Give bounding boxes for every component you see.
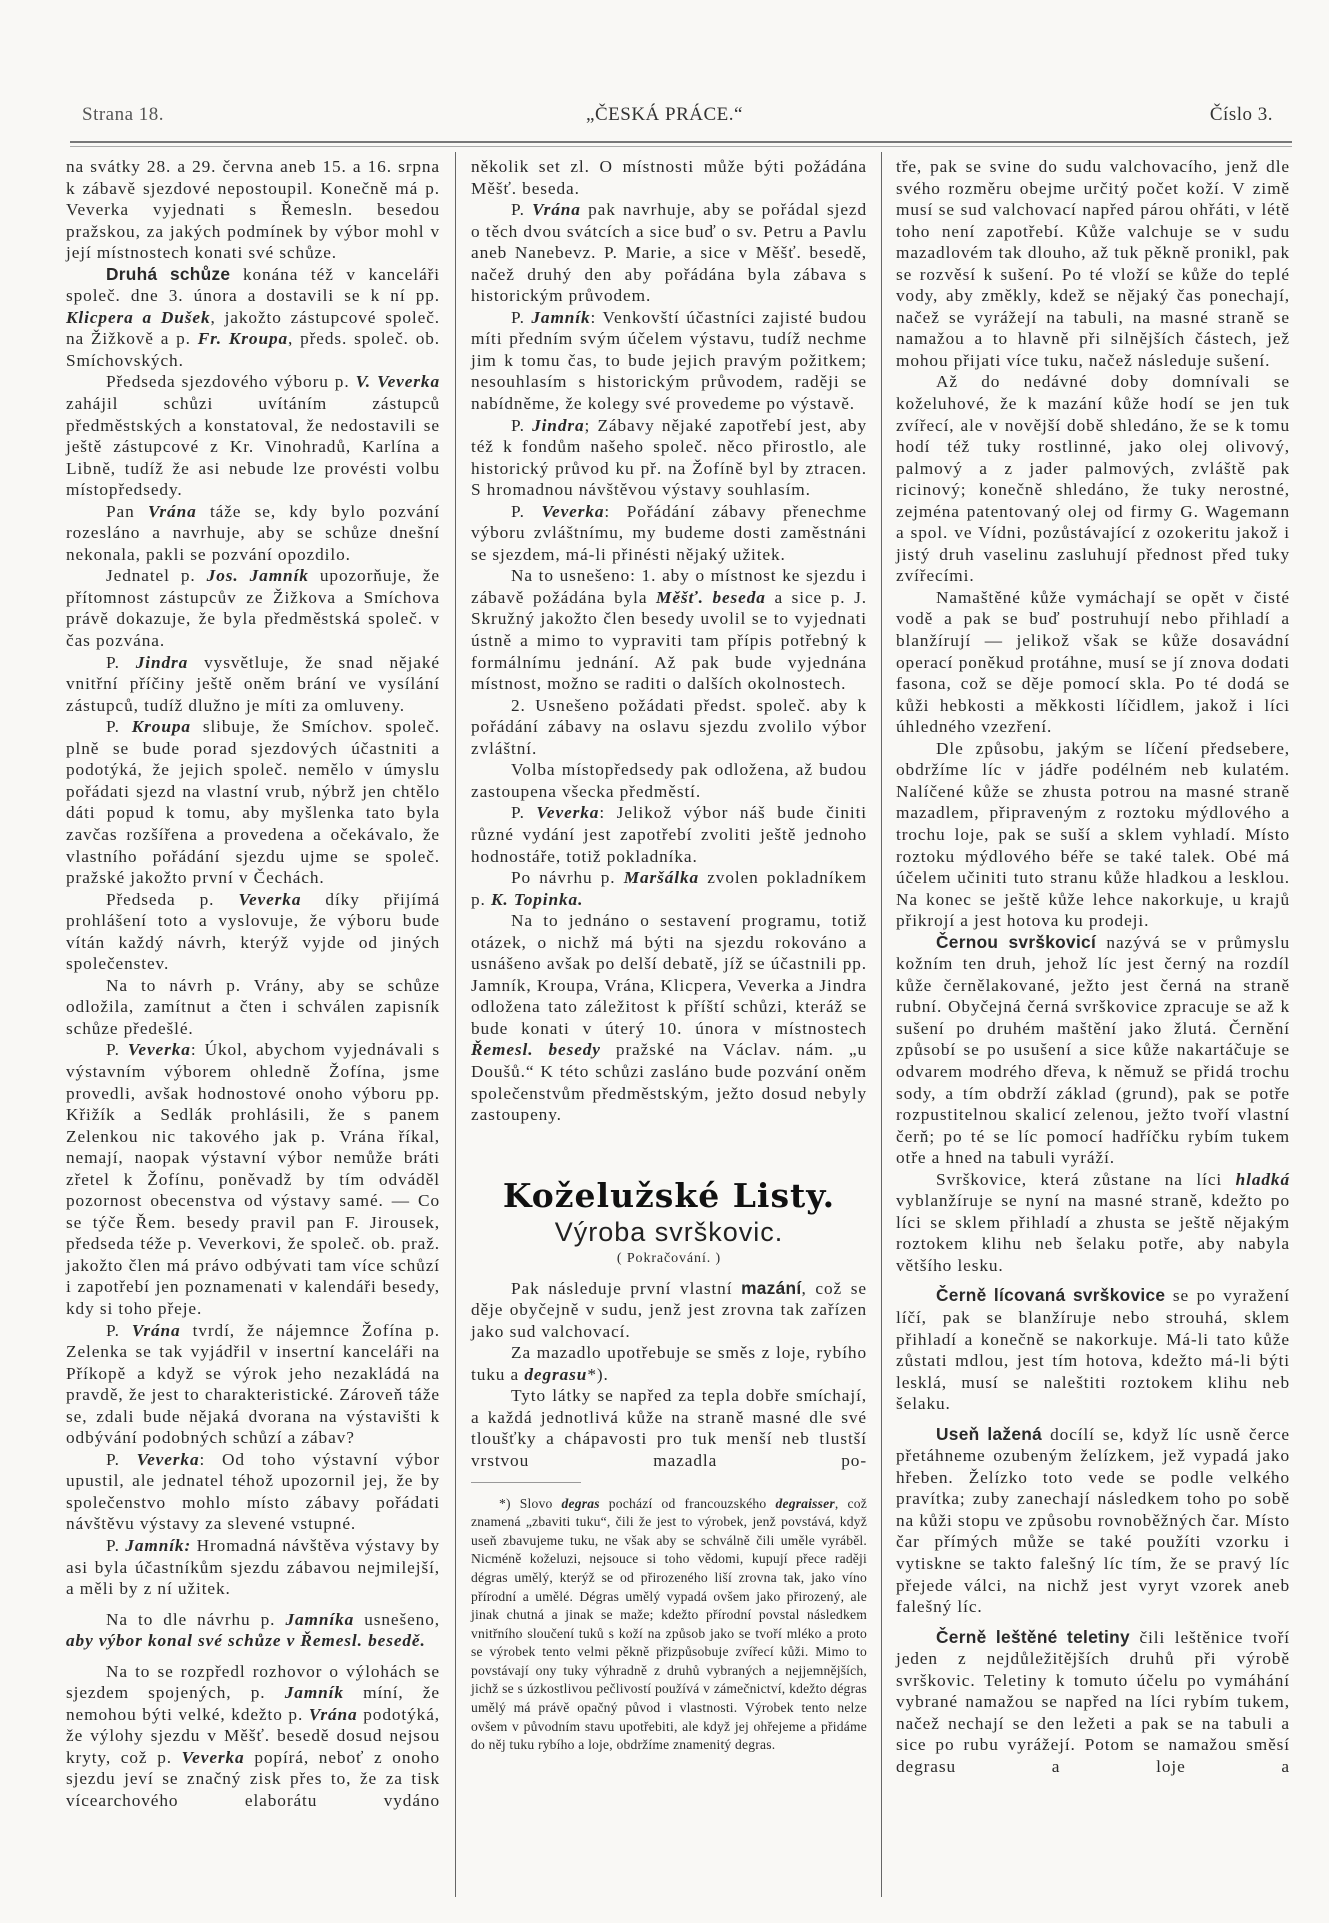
emphasis-bold: Useň lažená [936,1423,1043,1444]
paragraph [471,910,867,1125]
column-divider [881,152,882,1897]
paragraph [66,1320,440,1449]
text-run: vyblanžíruje se nyní na masné straně, kdežto po líci se sklem přihladí a zhusta se ještě nějakým roztokem klihu neb šelaku potře, aby nabyla většího lesku. [896,1191,1290,1275]
text-run: P. [511,501,542,521]
paragraph [471,199,867,307]
emphasis-italic: Jamníka [285,1609,355,1629]
text-run: : Od toho výstavní výbor upustil, ale jednatel téhož upozornil jej, že by společenstvo mohlo místo zábavy pořádati návštěvu výstavy za slevené vstupné. [66,1449,440,1534]
paragraph [896,1627,1290,1778]
paragraph [66,889,440,975]
paragraph [471,156,867,199]
emphasis-italic: Veverka [127,1040,191,1060]
emphasis-italic: K. Topinka. [490,889,584,909]
text-run: : Pořádání zábavy přenechme výboru zvláštnímu, my budeme dosti zaměstnáni se sjezdem, má-li přinésti nějaký užitek. [471,501,867,564]
text-run: P. [106,652,136,672]
text-run: tvrdí, že nájemnce Žofína p. Zelenka se tak vyjádřil v insertní kanceláři na Příkopě a když se výrok jeho nezakládá na pravdě, že jest to charakteristické. Zároveň táže se, zdali bude nějaká dvorana na výstavišti k odbývání podobných schůzí a zábav? [66,1320,440,1448]
emphasis-italic: Veverka [536,803,600,823]
header-rule [70,141,1292,143]
emphasis-italic: Jamník: [125,1536,192,1555]
text-run: upozorňuje, že přítomnost zástupcův ze Žižkova a Smíchova právě dokazuje, že byla předměstská společ. v čas pozvána. [66,566,441,651]
text-run: Předseda sjezdového výboru p. [106,372,356,392]
text-run: *). [587,1364,609,1384]
minutes-continued [471,156,867,1126]
emphasis-italic: Veverka [136,1449,200,1469]
paragraph [66,975,440,1040]
emphasis-italic: Maršálka [623,868,700,888]
text-run: Svrškovice, která zůstane na líci [936,1169,1236,1189]
text-run: na svátky 28. a 29. června aneb 15. a 16. srpna k zábavě sjezdové nepostoupil. Konečně má p. Veverka vyjednati s Řemesln. besedou pražskou, za jakých podmínek by výbor mohl v její místnostech konati své schůze. [66,157,440,263]
emphasis-italic: Vrána [131,1320,181,1340]
text-run: a sice p. J. Skružný jakožto člen besedy uvolil se to vyjednati ústně a mimo to vypraviti tam přípis potřebný k formálnímu jednání. Až pak bude vyjednána místnost, možno se raditi o dalších okolnostech. [471,587,867,694]
text-run: P. [106,717,132,737]
emphasis-bold: mazání [741,1277,802,1298]
paragraph [471,867,867,910]
text-run: podotýká, že výlohy sjezdu v Měšť. besedě dosud nejsou kryty, což p. [66,1704,440,1767]
paragraph [66,501,440,566]
text-run: Dle způsobu, jakým se líčení předsebere, obdržíme líc v jádře podélném neb kulatém. Nalíčené kůže se zhusta potrou na masné straně mazadlem, připraveným z roztoku mýdlového a trochu loje, pak se suší a sklem vyhladí. Místo roztoku mýdlového béře se také talek. Obé má účelem učiniti tuto stranu kůže hladkou a lesklou. Na konec se ještě kůže lehce nakorkuje, u krajů přikrojí a jest hotova ku prodeji. [896,738,1290,931]
paragraph [896,156,1290,371]
text-run: : Úkol, abychom vyjednávali s výstavním výborem ohledně Žofína, jsme provedli, avšak hodnostové onoho výboru pp. Křižík a Sedlák prohlásili, že s panem Zelenkou nic takového jak p. Vrána říkal, nemají, naopak výstavní výbor nemůže bráti zřetel k Žofínu, poněvadž by tím odváděl pozornost obecenstva od výstavy samé. — Co se týče Řem. besedy pravil pan F. Jirousek, předseda téže p. Veverkovi, že společ. ob. praž. jakožto člen má právo odbývati tam více schůzí i zapotřebí jen poznamenati v kalendáři besedy, kdy si toho přeje. [66,1040,440,1318]
emphasis-bold: Černě leštěné teletiny [936,1626,1130,1647]
text-run: Na to dle návrhu p. [106,1609,286,1629]
text-run: , jakožto zástupcové společ. na Žižkově a p. [66,307,440,349]
header-rule-thin [70,146,1292,147]
column-1 [66,156,440,1812]
emphasis-italic: Veverka [181,1747,245,1767]
paragraph [471,565,867,694]
paragraph [66,1535,440,1600]
paragraph [66,1449,440,1535]
text-run: Hromadná návštěva výstavy by asi byla účastníkům sjezdu zábavou nejmilejší, a měli by z ní užitek. [66,1536,440,1599]
text-run: : Venkovští účastníci zajisté budou míti předním svým účelem výstavu, tudíž nechme jim k tomu čas, to bude jejich pravým požitkem; nesouhlasím s historickým průvodem, raději se nabídněme, že kolegy své provedeme po výstavě. [471,307,867,414]
text-run: P. [511,415,533,435]
text-run: Na to návrh p. Vrány, aby se schůze odložila, zamítnut a čten i schválen zapisník schůze předešlé. [66,975,440,1038]
text-run: P. [511,803,537,823]
paragraph [66,1609,440,1652]
emphasis-italic: Klicpera a Dušek [66,307,211,327]
text-run: nazývá se v průmyslu kožním ten druh, jehož líc jest černý na rozdíl kůže černělakované, ježto jest černá na straně rubní. Obyčejná černá svrškovice zpracuje se až k sušení po druhém maštění jako žlutá. Černění způsobí se po usušení a sice kůže nakartáčuje se odvarem modrého dřeva, k němuž se přidá trochu sody, a tím obdrží základ (grund), pak se potře rozpustitelnou skalicí zelenou, ježto tvoří vlastní čerň; po té se líc pomocí hadříčku rybím tukem otře a hned na tabuli vyráží. [896,932,1290,1168]
text-run: Pak následuje první vlastní [511,1278,742,1298]
paragraph [896,371,1290,586]
text-run: , předs. společ. ob. Smíchovských. [66,329,440,370]
emphasis-bold: Černou svrškovicí [936,931,1097,952]
paragraph [66,264,440,372]
emphasis-italic: V. Veverka [355,372,440,392]
paragraph [66,565,440,651]
paragraph [471,695,867,760]
text-run: Na to jednáno o sestavení programu, totiž otázek, o nichž má býti na sjezdu rokováno a usnášeno avšak po delší debatě, jíž se účastnili pp. Jamník, Kroupa, Vrána, Klicpera, Veverka a Jindra odložena tato záležitost k příští schůzi, kteráž se bude konati v úterý 10. února v místnostech [471,911,867,1038]
issue-number: Číslo 3. [1209,104,1273,125]
text-run: P. [511,307,532,327]
paragraph [896,738,1290,932]
text-run: Za mazadlo upotřebuje se směs z loje, rybího tuku a [471,1343,867,1384]
text-run: zvolen pokladníkem p. [471,868,867,909]
emphasis-italic: Fr. Kroupa [197,329,289,349]
paragraph [471,307,867,415]
footnote-rule [471,1482,581,1483]
paragraph [66,156,440,264]
text-run: zahájil schůzi uvítáním zástupců předměstských a konstatoval, že nedostavili se ještě zástupcové z Kr. Vinohradů, Karlína a Libně, tudíž že asi nebude lze provésti volbu místopředsedy. [66,394,440,500]
paragraph [66,1039,440,1319]
text-run: 2. Usnešeno požádati předst. společ. aby k pořádání zábavy na oslavu sjezdu zvolilo výbor zvláštní. [471,695,867,758]
emphasis-italic: Jindra [532,415,585,435]
emphasis-italic: degrasu [524,1364,588,1384]
text-run: Na to usnešeno: 1. aby o místnost ke sjezdu i zábavě požádána byla [471,566,867,607]
text-run: docílí se, když líc usně čerce přetáhneme ozubeným želízkem, jež vypadá jako hřeben. Želízko toto vede se podle velkého pravítka; zuby zanechají následkem toho po sobě na kůži stopu ve způsobu rovnoběžných čar. Místo čar přímých může se také použíti vzorku i vytiskne se takto falešný líc tím, že se pravý líc přejede válci, na nichž jest vyryt vzorek aneb falešný líc. [896,1424,1290,1617]
page-number: Strana 18. [82,104,165,125]
emphasis-bold: Černě lícovaná svrškovice [936,1285,1166,1306]
paragraph [896,932,1290,1169]
newspaper-title: „ČESKÁ PRÁCE.“ [586,104,743,125]
text-run: Tyto látky se napřed za tepla dobře smíchají, a každá jednotlivá kůže na straně masné dle své tloušťky a chápavosti pro tuk menší neb tlustší vrstvou mazadla po- [471,1386,867,1470]
text-run: konána též v kanceláři společ. dne 3. února a dostavili se k ní pp. [66,264,440,306]
emphasis-italic: Veverka [541,501,605,521]
paragraph [66,1661,440,1812]
column-3 [896,156,1290,1777]
paragraph [66,371,440,500]
text-run: P. [106,1536,126,1555]
text-run: P. [106,1449,137,1469]
section-title: Koželužské Listy. [502,1175,836,1215]
text-run: P. [106,1320,132,1340]
emphasis-italic: Měšť. beseda [656,587,766,607]
emphasis-italic: Řemesl. besedy [471,1040,601,1060]
emphasis-italic: Jamník [531,307,591,327]
continued-note: ( Pokračování. ) [616,1250,722,1266]
text-run: míní, že nemohou býti velké, kdežto p. [66,1683,441,1724]
paragraph [896,587,1290,738]
column-divider [455,152,456,1897]
text-run: čili leštěnice tvoří jeden z nejdůležitějších druhů při výrobě svrškovic. Teletiny k tomuto účelu po vymáhání vybrané namažou se napřed na líci rybím tukem, načež nechají se den ležeti a pak se na tabuli a sice po rubu vyrážejí. Potom se namažou směsí degrasu a loje a [896,1627,1290,1776]
text-run: ; Zábavy nějaké zapotřebí jest, aby též k fondům našeho společ. něco přirostlo, ale historický průvod ku př. na Žofíně byl by ztracen. S hromadnou návštěvou výstavy souhlasím. [471,415,867,500]
text-run: popírá, neboť z onoho sjezdu jeví se značný zisk přes to, že za tisk vícearchového elaborátu vydáno [66,1747,440,1811]
text-run: Předseda p. [106,889,239,909]
text-run: Volba místopředsedy pak odložena, až budou zastoupena všecka předměstí. [471,760,867,801]
emphasis-italic: Vrána [147,501,197,521]
text-run: Na to se rozpředl rozhovor o výlohách se sjezdem spojených, p. [66,1661,440,1703]
article-body [471,1278,867,1472]
emphasis-italic: aby výbor konal své schůze v Řemesl. besedě. [66,1631,426,1651]
emphasis-italic: Jamník [284,1683,344,1703]
paragraph [896,1424,1290,1618]
paragraph [471,1342,867,1385]
paragraph [896,1285,1290,1414]
paragraph [896,1169,1290,1277]
text-run: táže se, kdy bylo pozvání rozesláno a navrhuje, aby se schůze dnešní nekonala, pakli se pozvání opozdilo. [66,501,440,564]
text-run: P. [511,200,533,220]
emphasis-italic: hladká [1235,1169,1290,1189]
text-run: *) Slovo [499,1495,562,1511]
emphasis-italic: degraisser [775,1495,835,1511]
text-run: : Jelikož výbor náš bude činiti různé vydání jest zapotřebí zvoliti ještě jednoho hodnostáře, totiž pokladníka. [471,803,867,866]
emphasis-italic: degras [561,1495,600,1511]
text-run: několik set zl. O místnosti může býti požádána Měšť. beseda. [471,157,867,198]
text-run: , což se děje obyčejně v sudu, jenž jest zrovna tak zařízen jako sud valchovací. [471,1278,867,1341]
paragraph [471,759,867,802]
paragraph [66,716,440,888]
paragraph [471,1385,867,1471]
emphasis-italic: Vrána [532,200,581,220]
emphasis-italic: Veverka [238,889,302,909]
text-run: Pan [106,501,148,521]
paragraph [471,1495,867,1755]
text-run: pochází od francouzského [599,1495,776,1511]
text-run: pak navrhuje, aby se pořádal sjezd o těch dvou svátcích a sice buď o sv. Petru a Pavlu aneb Nanebevz. P. Marie, a sice v Měšť. besedě, načež druhý den aby pořádána byla zábava s historickým průvodem. [471,200,867,306]
emphasis-italic: Jos. Jamník [206,566,309,586]
article-title: Výroba svrškovic. [554,1216,784,1247]
emphasis-italic: Vrána [308,1704,358,1724]
paragraph [66,652,440,717]
paragraph [471,802,867,867]
text-run: Až do nedávné doby domnívali se koželuhové, že k mazání kůže hodí se jen tuk zvířecí, ale v novější době shledáno, že se k tomu hodí též tuky rostlinné, jako olej olivový, palmový a z jader palmových, zvláště pak ricinový; konečně shledáno, že tuky nerostné, zejména patentovaný olej od firmy G. Wagemann a spol. ve Vídni, pozůstávající z ozokeritu jakož i jistý druh vaselinu zasluhují přednost před tuky zvířecími. [896,372,1290,586]
text-run: se po vyražení líčí, pak se blanžíruje nebo strouhá, sklem přihladí a konečně se nakorkuje. Má-li tato kůže zůstati mdlou, jest tím hotova, kdežto má-li býti lesklá, musí se naleštiti roztokem klihu neb šelaku. [896,1286,1290,1414]
emphasis-italic: Jindra [135,652,189,672]
text-run: P. [106,1040,128,1060]
text-run: Jednatel p. [106,566,207,586]
text-run: pražské na Václav. nám. „u Doušů.“ K této schůzi zasláno bude pozvání oněm společenstvům předměstským, ježto dosud nebyly zastoupeny. [471,1040,868,1125]
paragraph [471,1278,867,1343]
text-run: Po návrhu p. [511,868,624,888]
column-2 [471,156,867,1755]
text-run: usnešeno, [354,1609,440,1629]
text-run: díky přijímá prohlášení toto a vyslovuje, že výboru bude vítán každý návrh, kterýž vyjde od jiných společenstev. [66,889,440,974]
emphasis-bold: Druhá schůze [106,263,231,284]
footnote [471,1495,867,1755]
emphasis-italic: Kroupa [131,717,191,737]
text-run: tře, pak se svine do sudu valchovacího, jenž dle svého rozměru obejme určitý počet koží. V zimě musí se sud valchovací napřed párou ohřáti, v létě toho není zapotřebí. Kůže valchuje se v sudu mazadlovém tak dlouho, až tuk pěkně pronikl, pak se rozvěsí k sušení. Po té vloží se kůže do teplé vody, aby změkly, kdež se nějaký čas ponechají, načež se vyrážejí na tabuli, na masné straně se namažou a to hlavně při silnějších částech, jež mohou přijati více tuku, načež následuje sušení. [896,157,1290,370]
paragraph [471,415,867,501]
article-koželužské-listy [471,1176,867,1755]
text-run: slibuje, že Smíchov. společ. plně se bude porad sjezdových účastniti a podotýká, že jejich společ. nemělo v úmyslu pořádati sjezd na vlastní vrub, nýbrž jen chtělo dáti popud k tomu, aby myšlenka tato byla zavčas rozšířena a provedena a očekávalo, že vlastního pořádání sjezdu ujme se společ. pražské jakožto první v Čechách. [66,717,440,888]
paragraph [471,501,867,566]
text-run: Namaštěné kůže vymáchají se opět v čisté vodě a pak se buď postruhují nebo přihladí a blanžírují — jelikož však se kůže dosavádní operací poněkud protáhne, musí se jí znova dodati fasona, což se děje pomocí skla. Po té dodá se kůži hebkosti a měkkosti líčidlem, jakož i líci úhledného vzezření. [896,587,1290,737]
text-run: vysvětluje, že snad nějaké vnitřní příčiny ještě oněm brání ve vysílání zástupců, tudíž dlužno je míti za omluveny. [66,652,440,715]
text-run: , což znamená „zbaviti tuku“, čili že jest to výrobek, jenž povstává, když useň zbavujeme tuku, ne však aby se schválně čili uměle vyráběl. Nicméně koželuzi, nejsouce si toho vědomi, kupují přece raději dégras umělý, kterýž se od přirozeného liší zrovna tak, jako víno přírodní a umělé. Dégras umělý vypadá ovšem jako přirozený, ale jinak chutná a jinak se maže; kdežto přírodní povstal následkem vnitřního sloučení tuků s koží na způsob jako se tvoří mléko a proto se výrobek tento velmi pěkně přizpůsobuje zvířecí kůži. Mimo to povstávají ony tuky výhradně z druhů vybraných a nejjemnějších, jichž se s úzkostlivou pečlivostí používá v zámečnictví, kdežto dégras umělý má právě opačný původ i vlastnosti. Výrobek tento nelze ovšem v původním stavu upotřebiti, ale když jej ohřejeme a přidáme do něj tuku rybího a loje, obdržíme znamenitý degras. [471,1495,867,1753]
